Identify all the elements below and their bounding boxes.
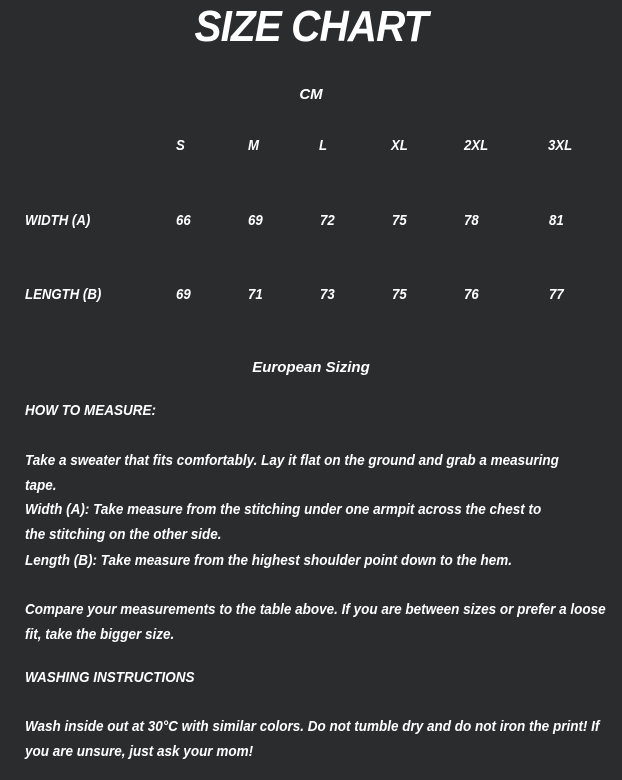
page-title: SIZE CHART [194,2,428,51]
length-instruction-text: Length (B): Take measure from the highest shoulder point down to the hem. [25,552,513,569]
measure-intro-text: Take a sweater that fits comfortably. Lay it flat on the ground and grab a measuring tape. [25,452,559,494]
size-header-xl: XL [391,137,408,154]
sizing-note: European Sizing [252,359,370,376]
table-cell: 71 [248,286,263,303]
size-header-3xl: 3XL [548,137,573,154]
size-header-2xl: 2XL [464,137,489,154]
table-cell: 75 [392,212,407,229]
table-cell: 78 [464,212,479,229]
table-cell: 73 [320,286,335,303]
size-header-l: L [319,137,328,154]
table-cell: 81 [549,212,564,229]
size-header-m: M [248,137,259,154]
unit-label: CM [299,86,323,103]
table-cell: 72 [320,212,335,229]
compare-instruction-text: Compare your measurements to the table above. If you are between sizes or prefer a loose fit, take the bigger size. [25,601,606,643]
table-cell: 69 [248,212,263,229]
washing-instruction-text: Wash inside out at 30°C with similar colors. Do not tumble dry and do not iron the print! If you are unsure, just ask your mom! [25,718,600,760]
row-label-width: WIDTH (A) [25,212,91,229]
row-label-length: LENGTH (B) [25,286,102,303]
table-cell: 69 [176,286,191,303]
table-cell: 66 [176,212,191,229]
how-to-measure-heading: HOW TO MEASURE: [25,402,157,419]
size-header-s: S [176,137,185,154]
table-cell: 75 [392,286,407,303]
table-cell: 76 [464,286,479,303]
width-instruction-text: Width (A): Take measure from the stitching under one armpit across the chest to the stitching on the other side. [25,501,542,543]
table-cell: 77 [549,286,564,303]
washing-heading: WASHING INSTRUCTIONS [25,669,195,686]
